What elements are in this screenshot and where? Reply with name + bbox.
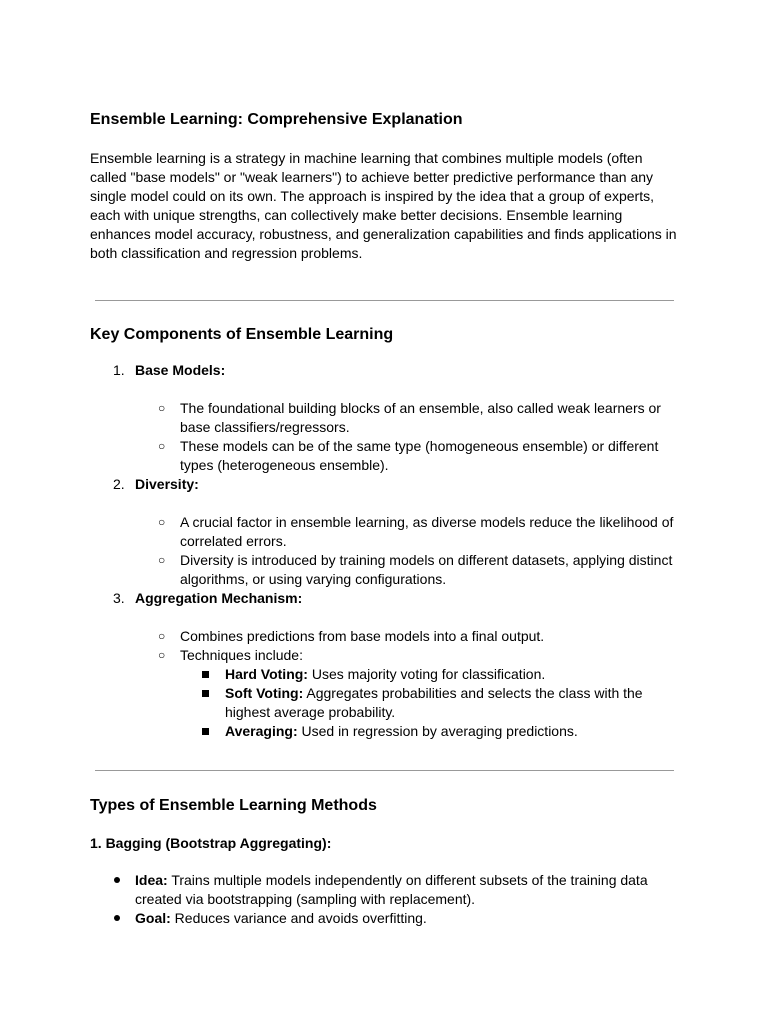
components-heading: Key Components of Ensemble Learning: [90, 326, 394, 343]
dot-bullet-icon: [114, 915, 120, 921]
sub-list: [135, 513, 680, 589]
list-item: ○ The foundational building blocks of an ensemble, also called weak learners or base classifiers/regressors.: [158, 400, 661, 435]
techniques-list: [180, 665, 680, 741]
list-item: ○ A crucial factor in ensemble learning, as diverse models reduce the likelihood of correlated errors.: [158, 514, 674, 549]
component-item-base-models: [90, 361, 680, 475]
square-bullet-icon: [202, 671, 209, 678]
technique-item: Averaging: Used in regression by averaging predictions.: [180, 722, 680, 741]
circle-bullet-icon: ○: [158, 401, 166, 415]
circle-bullet-icon: ○: [158, 648, 166, 662]
circle-bullet-icon: ○: [158, 553, 166, 567]
section-divider: [95, 300, 674, 301]
bagging-list: [90, 871, 680, 928]
dot-bullet-icon: [114, 877, 120, 883]
section-divider: [95, 770, 674, 771]
document-title: Ensemble Learning: Comprehensive Explanation: [90, 111, 463, 128]
list-item: ○ Techniques include: Hard Voting: Uses majority voting for classification. Soft Voting: Aggregates probabilities and selects the class with the highest average probability. Averaging: Used in regression by averaging predictions.: [135, 646, 680, 741]
list-item: ○ These models can be of the same type (homogeneous ensemble) or different types (heterogeneous ensemble).: [158, 438, 659, 473]
technique-item: Soft Voting: Aggregates probabilities and selects the class with the highest average probability.: [180, 684, 680, 722]
component-label: Aggregation Mechanism:: [135, 590, 303, 606]
circle-bullet-icon: ○: [158, 439, 166, 453]
component-label: Base Models:: [135, 362, 226, 378]
types-heading: Types of Ensemble Learning Methods: [90, 797, 377, 814]
circle-bullet-icon: ○: [158, 515, 166, 529]
list-item: ○ Combines predictions from base models into a final output.: [158, 628, 545, 644]
list-number: 2.: [113, 476, 125, 492]
components-list: [90, 361, 680, 741]
list-item: Goal: Reduces variance and avoids overfitting.: [90, 909, 680, 928]
circle-bullet-icon: ○: [158, 629, 166, 643]
bagging-heading: 1. Bagging (Bootstrap Aggregating):: [90, 835, 332, 851]
component-item-aggregation: [90, 589, 680, 741]
list-item: ○ Diversity is introduced by training models on different datasets, applying distinct algorithms, or using varying configurations.: [158, 552, 673, 587]
component-item-diversity: [90, 475, 680, 589]
square-bullet-icon: [202, 728, 209, 735]
list-number: 3.: [113, 590, 125, 606]
square-bullet-icon: [202, 690, 209, 697]
sub-list: [135, 399, 680, 475]
sub-list: [135, 627, 680, 741]
document-page: [90, 110, 680, 928]
list-item: Idea: Trains multiple models independently on different subsets of the training data created via bootstrapping (sampling with replacement).: [90, 871, 680, 909]
component-label: Diversity:: [135, 476, 199, 492]
list-number: 1.: [113, 362, 125, 378]
technique-item: Hard Voting: Uses majority voting for classification.: [180, 665, 680, 684]
intro-paragraph: Ensemble learning is a strategy in machine learning that combines multiple models (often called "base models" or "weak learners") to achieve better predictive performance than any single model could on its own. The approach is inspired by the idea that a group of experts, each with unique strengths, can collectively make better decisions. Ensemble learning enhances model accuracy, robustness, and generalization capabilities and finds applications in both classification and regression problems.: [90, 150, 677, 261]
